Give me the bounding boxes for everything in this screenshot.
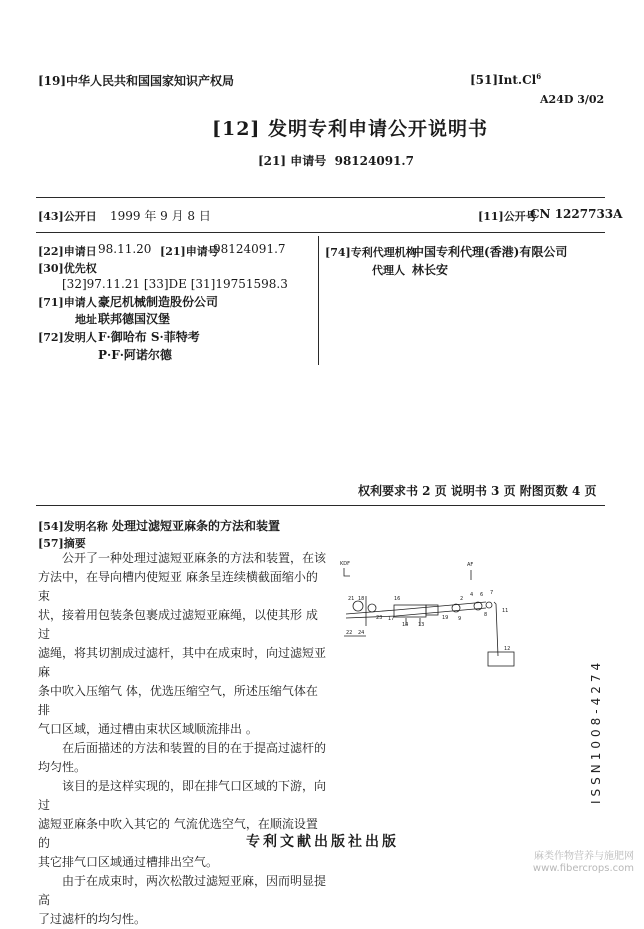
application-number-header	[258, 152, 414, 169]
invention-title: 处理过滤短亚麻条的方法和装置	[112, 519, 281, 533]
figure-number: 9	[458, 616, 462, 622]
address-value: 联邦德国汉堡	[98, 312, 171, 326]
collector-bin	[488, 652, 514, 666]
agency-label: [74]专利代理机构	[325, 246, 417, 259]
figure-number: 11	[502, 608, 509, 614]
filing-date-label: [22]申请日	[38, 245, 97, 258]
abstract-line: 由于在成束时，两次松散过滤短亚麻，因而明显提高	[38, 874, 327, 907]
abstract-line: 滤短亚麻条中吹入其它的 气流优选空气，在顺流设置的	[38, 817, 318, 850]
priority-label: [30]优先权	[38, 262, 97, 275]
applicant-label: [71]申请人	[38, 296, 97, 309]
figure-label-kdf: KDF	[340, 561, 351, 567]
priority-value: [32]97.11.21 [33]DE [31]19751598.3	[62, 277, 288, 291]
figure-number: 12	[504, 646, 511, 652]
biblio-divider	[318, 236, 319, 365]
feed-line	[494, 602, 498, 656]
inventor-label: [72]发明人	[38, 331, 97, 344]
figure-number: 2	[460, 596, 464, 602]
biblio-bottom-rule	[36, 505, 605, 506]
figure-number: 13	[418, 622, 425, 628]
inventors-line-2: P·F·阿诺尔德	[98, 348, 172, 362]
authority-label: [19]中华人民共和国国家知识产权局	[38, 74, 235, 88]
filing-date-value: 98.11.20	[98, 242, 152, 256]
figure-number: 17	[388, 616, 395, 622]
figure-number: 23	[376, 615, 383, 621]
issn-text: ISSN1008-4274	[589, 658, 603, 804]
abstract-line: 滤绳，将其切割成过滤杆，其中在成束时，向过滤短亚麻	[38, 646, 327, 679]
address-label: 地址	[75, 313, 97, 326]
agent-label: 代理人	[372, 264, 405, 277]
document-type-title: [12] 发明专利申请公开说明书	[212, 118, 489, 140]
abstract-line: 气口区域，通过槽由束状区域顺流排出 。	[38, 722, 258, 736]
figure-number: 4	[470, 592, 474, 598]
roller	[486, 602, 492, 608]
intcl-edition: 6	[536, 72, 542, 81]
roller	[353, 601, 363, 611]
classification-code: A24D 3/02	[540, 93, 605, 106]
inventors-line-1: F·御哈布 S·菲特考	[98, 330, 200, 344]
figure-number: 8	[484, 612, 488, 618]
application-number-value: 98124091.7	[334, 154, 414, 168]
page-count-summary: 权利要求书 2 页 说明书 3 页 附图页数 4 页	[358, 484, 597, 498]
compression-box	[394, 605, 426, 617]
apparatus-drawing	[336, 556, 526, 674]
abstract-line: 均匀性。	[38, 760, 87, 774]
application-number-label: [21] 申请号	[258, 154, 327, 168]
pub-date-label: [43]公开日	[38, 210, 97, 223]
abstract-line: 状，接着用包装条包裹成过滤短亚麻绳，以使其形 成过	[38, 608, 318, 641]
pub-number-value: CN 1227733A	[530, 207, 623, 221]
site-watermark	[533, 851, 634, 875]
strip-path	[346, 602, 486, 614]
abstract-line: 其它排气口区域通过槽排出空气。	[38, 855, 219, 869]
watermark-url: www.fibercrops.com	[532, 863, 634, 874]
figure-number: 16	[394, 596, 401, 602]
kdf-arrow	[344, 568, 350, 576]
abstract-line: 公开了一种处理过滤短亚麻条的方法和装置，在该	[62, 551, 327, 565]
figure-label-af: AF	[467, 562, 474, 568]
strip-path	[346, 608, 486, 618]
pub-number-label: [11]公开号	[478, 210, 537, 223]
figure-number: 7	[490, 590, 494, 596]
figure-number: 19	[442, 615, 449, 621]
agent-value: 林长安	[412, 263, 449, 277]
figure-number: 21	[348, 596, 355, 602]
abstract-label: [57]摘要	[38, 537, 86, 550]
figure-number: 18	[358, 596, 365, 602]
agency-value: 中国专利代理(香港)有限公司	[412, 245, 568, 259]
abstract-text	[38, 549, 328, 929]
abstract-line: 方法中，在导向槽内使短亚 麻条呈连续横截面缩小的束	[38, 570, 318, 603]
intcl-label	[470, 72, 541, 87]
publisher-footer: 专利文献出版社出版	[246, 834, 399, 850]
figure-number: 22	[346, 630, 353, 636]
issn-vertical	[585, 596, 607, 804]
top-rule	[36, 197, 605, 198]
figure-number: 6	[480, 592, 484, 598]
abstract-line: 了过滤杆的均匀性。	[38, 912, 147, 926]
figure-number: 14	[402, 622, 409, 628]
applicant-value: 豪尼机械制造股份公司	[98, 295, 219, 309]
watermark-name: 麻类作物营养与施肥网	[534, 851, 634, 862]
intcl-text: [51]Int.Cl	[470, 73, 537, 87]
figure-number: 24	[358, 630, 365, 636]
roller	[368, 604, 376, 612]
abstract-line: 条中吹入压缩气 体，优选压缩空气，所述压缩气体在排	[38, 684, 318, 717]
abstract-line: 在后面描述的方法和装置的目的在于提高过滤杆的	[62, 741, 327, 755]
biblio-top-rule	[36, 232, 605, 233]
invention-title-label: [54]发明名称	[38, 520, 108, 533]
abstract-line: 该目的是这样实现的，即在排气口区域的下游，向过	[38, 779, 327, 812]
pub-date-value: 1999 年 9 月 8 日	[110, 209, 211, 223]
app-number-value: 98124091.7	[213, 242, 286, 256]
app-number-label: [21]申请号	[160, 245, 219, 258]
